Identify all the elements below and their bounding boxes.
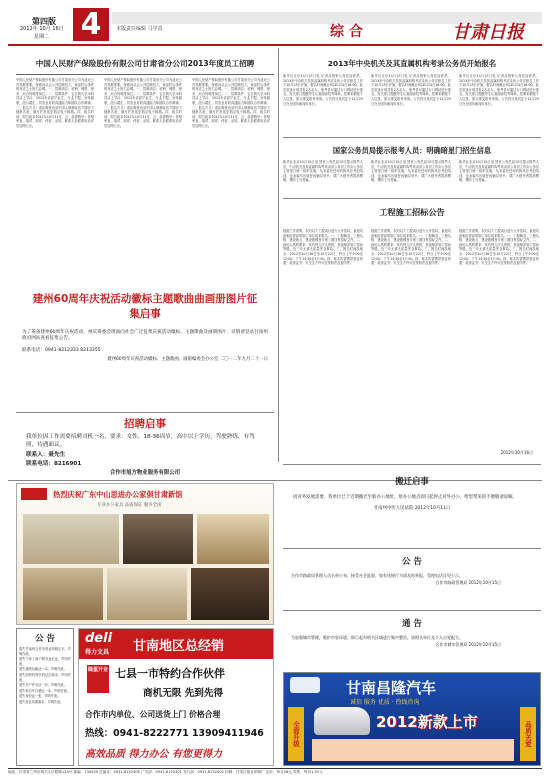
ad-subline: 诚信 服务 优质 · 热线咨询 [350,699,420,706]
notice-item: 遗失道路运输证一本，声明作废。 [19,667,67,672]
divider [283,137,541,138]
signoff: 甘南州中医人民法院 2012年10月11日 [373,506,451,511]
paper-name-logo: 甘肃日报 [452,22,524,42]
article-body-col2: 根据工作需要，现对以下工程项目进行公开招标，欢迎具备相应资质的施工单位前来报名。一、工程概况：工程名称、建设地点、建设规模及计划工期详见招标文件。二、投标人资格要求：具有独立法人资格，具备相应施工资质等级，近三年无重大质量安全事故。三、报名时间及地点：2012年10月16日至10月22日，每日上午9:00至12:00，下午14:30至17:30。四、报名时需携带营业执照、资质证书、安全生产许可证等原件及复印件。 [371,229,451,266]
article-title: 招聘启事 [124,418,166,430]
weekday-label: 星期二 [34,34,50,40]
edition-label: 第四版 [32,17,56,26]
article-body-col3: 根据工作需要，现对以下工程项目进行公开招标，欢迎具备相应资质的施工单位前来报名。一、工程概况：工程名称、建设地点、建设规模及计划工期详见招标文件。二、投标人资格要求：具有独立法人资格，具备相应施工资质等级，近三年无重大质量安全事故。三、报名时间及地点：2012年10月16日至10月22日，每日上午9:00至12:00，下午14:30至17:30。四、报名时需携带营业执照、资质证书、安全生产许可证等原件及复印件。 [459,229,539,266]
article-anniversary-collection [16,282,274,410]
contact-phone: 联系电话：0941-8212333 8213355 [22,347,101,353]
notice-item: 遗失开户许可证一份，声明作废。 [19,683,67,688]
notice-city-management [283,610,541,668]
article-tender-notice [283,198,541,462]
ad-brand-title: 甘南昌隆汽车 [346,679,437,697]
notice-item: 遗失个体工商户税务登记证，声明作废。 [19,657,71,666]
ad-photo-meeting [23,568,103,620]
page-number-badge: 4 [73,8,109,41]
car-brand-badge [290,677,320,693]
ad-tagline: 高效品质 得力办公 有您更得力 [85,749,222,760]
ad-logo [21,488,47,500]
notice-item: 遗失甘南州合作市营业执照正本，声明作废。 [19,647,71,656]
article-title: 工程施工招标公告 [379,207,445,217]
ad-photo-executive [191,568,269,620]
notice-item: 遗失机动车行驶证一本，声明作废。 [19,688,70,693]
ad-subline: 专业办公家具 品质保证 服务全国 [97,503,162,508]
article-title: 搬迁启事 [395,476,429,486]
ad-new-model-headline: 2012新款上市 [376,713,478,731]
article-picc-recruitment [16,48,274,278]
section-label: 综 合 [330,24,363,40]
footer-info: 地址：甘肃省兰州市城关区庆阳路123号 邮编：730030 总编室：0931-8152400 广告部：0931-8152401 发行部：0931-8152402 印刷：甘肃日报社印刷厂 定价：每月36元 零售：每份1.50元 [8,770,323,774]
article-body: 为了筹备建州60周年庆祝活动，州庆筹委会现面向社会广泛征集庆祝活动徽标、主题歌曲及画册图片，详情请登录甘南州政府网站查看征集公告。 [22,330,268,342]
article-body-col1: 新华社北京10月15日电 记者从国家公务员局获悉，2013年中央机关及其直属机构考试录用公务员报名工作于10月15日开始，报名时间截止到10月24日18:00。此次招录计划共有2万余人，报考者可通过专门网站进行报名。有关部门提醒考生认真阅读招考简章，按要求填报个人信息，如实提交报考申请。公共科目笔试定于11月25日在全国各地同时举行。 [283,74,363,106]
brand-subtitle: 得力文具 [85,649,110,656]
notice-body: 合作市路政局管理人员名单公布，接受社会监督，如有违规行为请及时举报，受理电话详见公示。 [291,573,463,578]
ad-photo-desk [197,514,269,564]
brand-logo: deli [85,631,113,646]
right-ribbon: 品质关爱 [520,707,536,761]
article-body-col1: 中国人民财产保险股份有限公司甘肃省分公司为适应公司发展需要，现面向社会公开招聘员工，欢迎符合条件的有志之士报名应聘。一、招聘岗位：营销、理赔、财务、综合管理等岗位。二、招聘条件：全日制大学本科及以上学历，2013年应届毕业生，专业不限，身体健康，品行端正，具有良好的沟通能力和团队合作精神。三、报名方式：请应聘者登录中国人保财险官方网站下载报名表，填写后发送至指定电子邮箱。四、报名时间：即日起至2012年10月31日。五、选拔程序：资格审查、笔试、面试、体检、录用。联系人及联系电话详见官网公告。 [16,78,94,128]
notice-item: 遗失组织机构代码证正副本，声明作废。 [19,672,71,682]
article-body-col2: 新华社北京10月15日电 国家公务员局15日提示报考人员，中央机关及其直属机构考试录用公务员工作由公务员主管部门统一组织实施，从未委托任何机构举办考前培训，也未编写出版任何辅导用书，请广大报考者提高警惕，谨防上当受骗。 [371,160,451,183]
article-body-col2: 中国人民财产保险股份有限公司甘肃省分公司为适应公司发展需要，现面向社会公开招聘员工，欢迎符合条件的有志之士报名应聘。一、招聘岗位：营销、理赔、财务、综合管理等岗位。二、招聘条件：全日制大学本科及以上学历，2013年应届毕业生，专业不限，身体健康，品行端正，具有良好的沟通能力和团队合作精神。三、报名方式：请应聘者登录中国人保财险官方网站下载报名表，填写后发送至指定电子邮箱。四、报名时间：即日起至2012年10月31日。五、选拔程序：资格审查、笔试、面试、体检、录用。联系人及联系电话详见官网公告。 [104,78,182,128]
article-body-col1: 根据工作需要，现对以下工程项目进行公开招标，欢迎具备相应资质的施工单位前来报名。一、工程概况：工程名称、建设地点、建设规模及计划工期详见招标文件。二、投标人资格要求：具有独立法人资格，具备相应施工资质等级，近三年无重大质量安全事故。三、报名时间及地点：2012年10月16日至10月22日，每日上午9:00至12:00，下午14:30至17:30。四、报名时需携带营业执照、资质证书、安全生产许可证等原件及复印件。 [283,229,363,266]
ad-detail-strip [312,739,514,761]
article-title: 国家公务员局提示报考人员：明确暗星门招生信息 [332,146,492,155]
editor-label: 本版责任编辑 马学真 [116,26,163,32]
article-civil-service-registration [283,48,541,136]
article-body: 我单位因工作需要招聘司机一名，要求：女性，18-36周岁，高中以上学历，驾驶熟练，有驾照，待遇面议。 [26,434,255,448]
notice-item: 遗失营业执照副本，声明作废。 [19,699,64,704]
footer-divider [8,768,542,769]
article-body-col3: 新华社北京10月15日电 记者从国家公务员局获悉，2013年中央机关及其直属机构考试录用公务员报名工作于10月15日开始，报名时间截止到10月24日18:00。此次招录计划共有2万余人，报考者可通过专门网站进行报名。有关部门提醒考生认真阅读招考简章，按要求填报个人信息，如实提交报考申请。公共科目笔试定于11月25日在全国各地同时举行。 [459,74,539,106]
ad-headline: 热烈庆祝广东中山思进办公家俱甘肃新馆 [53,490,183,499]
notice-title: 公 告 [402,556,422,566]
ad-cooperation-text: 合作市内单位、公司送货上门 价格合理 [85,710,221,719]
ad-slogan-partners: 七县一市特约合作伙伴 [115,667,225,680]
article-title: 2013年中央机关及其直属机构考录公务员开始报名 [327,59,497,68]
notice-road-admin [283,548,541,608]
header-divider [8,44,542,46]
signoff: 2012年10月16日 [500,450,533,455]
ad-photo-lounge [107,568,187,620]
article-body-col2: 新华社北京10月15日电 记者从国家公务员局获悉，2013年中央机关及其直属机构考试录用公务员报名工作于10月15日开始，报名时间截止到10月24日18:00。此次招录计划共有2万余人，报考者可通过专门网站进行报名。有关部门提醒考生认真阅读招考简章，按要求填报个人信息，如实提交报考申请。公共科目笔试定于11月25日在全国各地同时举行。 [371,74,451,106]
date-label: 2012年 10月 16日 [20,26,64,32]
article-civil-service-warning [283,140,541,196]
contact-phone: 联系电话：8216901 [26,461,82,467]
notice-body: 为加强城市管理，维护市容环境，即日起对相关区域进行集中整治，请相关单位及个人自觉配合。 [291,635,463,640]
divider [16,412,274,413]
ad-slogan-opportunity: 商机无限 先到先得 [143,688,224,699]
signoff: 合作市路政管理局 2012年10月15日 [435,580,501,586]
company-name: 合作市旭方物业服务有限公司 [109,470,181,476]
ad-photo-office [23,514,119,564]
article-body-col3: 中国人民财产保险股份有限公司甘肃省分公司为适应公司发展需要，现面向社会公开招聘员工，欢迎符合条件的有志之士报名应聘。一、招聘岗位：营销、理赔、财务、综合管理等岗位。二、招聘条件：全日制大学本科及以上学历，2013年应届毕业生，专业不限，身体健康，品行端正，具有良好的沟通能力和团队合作精神。三、报名方式：请应聘者登录中国人保财险官方网站下载报名表，填写后发送至指定电子邮箱。四、报名时间：即日起至2012年10月31日。五、选拔程序：资格审查、笔试、面试、体检、录用。联系人及联系电话详见官网公告。 [192,78,270,128]
article-body: 因业务发展需要，我单位已于近期搬迁至新办公地址，原办公地点即日起停止对外办公，给您带来的不便敬请谅解。 [293,495,517,500]
left-ribbon: 全面升级 [288,707,304,761]
ad-photo-chairs [123,514,193,564]
notice-title: 公 告 [35,633,55,643]
article-title: 中国人民财产保险股份有限公司甘肃省分公司2013年度员工招聘 [16,48,274,75]
article-relocation-notice [283,464,541,546]
vertical-divider [278,48,279,462]
car-image [314,707,370,735]
notice-item: 遗失身份证一张，声明作废。 [19,694,61,699]
article-body-col1: 新华社北京10月15日电 国家公务员局15日提示报考人员，中央机关及其直属机构考试录用公务员工作由公务员主管部门统一组织实施，从未委托任何机构举办考前培训，也未编写出版任何辅导用书，请广大报考者提高警惕，谨防上当受骗。 [283,160,363,183]
article-job-ad [16,414,274,478]
ad-deli-stationery [78,628,274,766]
dealer-title: 甘南地区总经销 [133,639,225,654]
article-title: 建州60周年庆祝活动徽标主题歌曲曲画册图片征集启事 [32,293,258,320]
ad-hotline: 热线：0941-8222771 13909411946 [85,728,264,739]
ad-changlong-auto [283,672,541,766]
signoff: 合作市城市管理局 2012年10月15日 [435,642,501,648]
signoff: 建州60周年庆祝活动徽标、主题歌曲、画册编委会办公室 二〇一二年九月二十一日 [107,356,268,362]
ad-office-furniture [16,483,274,625]
masthead [8,2,542,42]
article-body-col3: 新华社北京10月15日电 国家公务员局15日提示报考人员，中央机关及其直属机构考试录用公务员工作由公务员主管部门统一组织实施，从未委托任何机构举办考前培训，也未编写出版任何辅导用书，请广大报考者提高警惕，谨防上当受骗。 [459,160,539,183]
notice-title: 通 告 [402,618,422,628]
notice-lost-items [16,628,74,766]
contact-person: 联系人：聂先生 [26,452,66,458]
opening-badge: 隆重开业 [87,665,109,693]
